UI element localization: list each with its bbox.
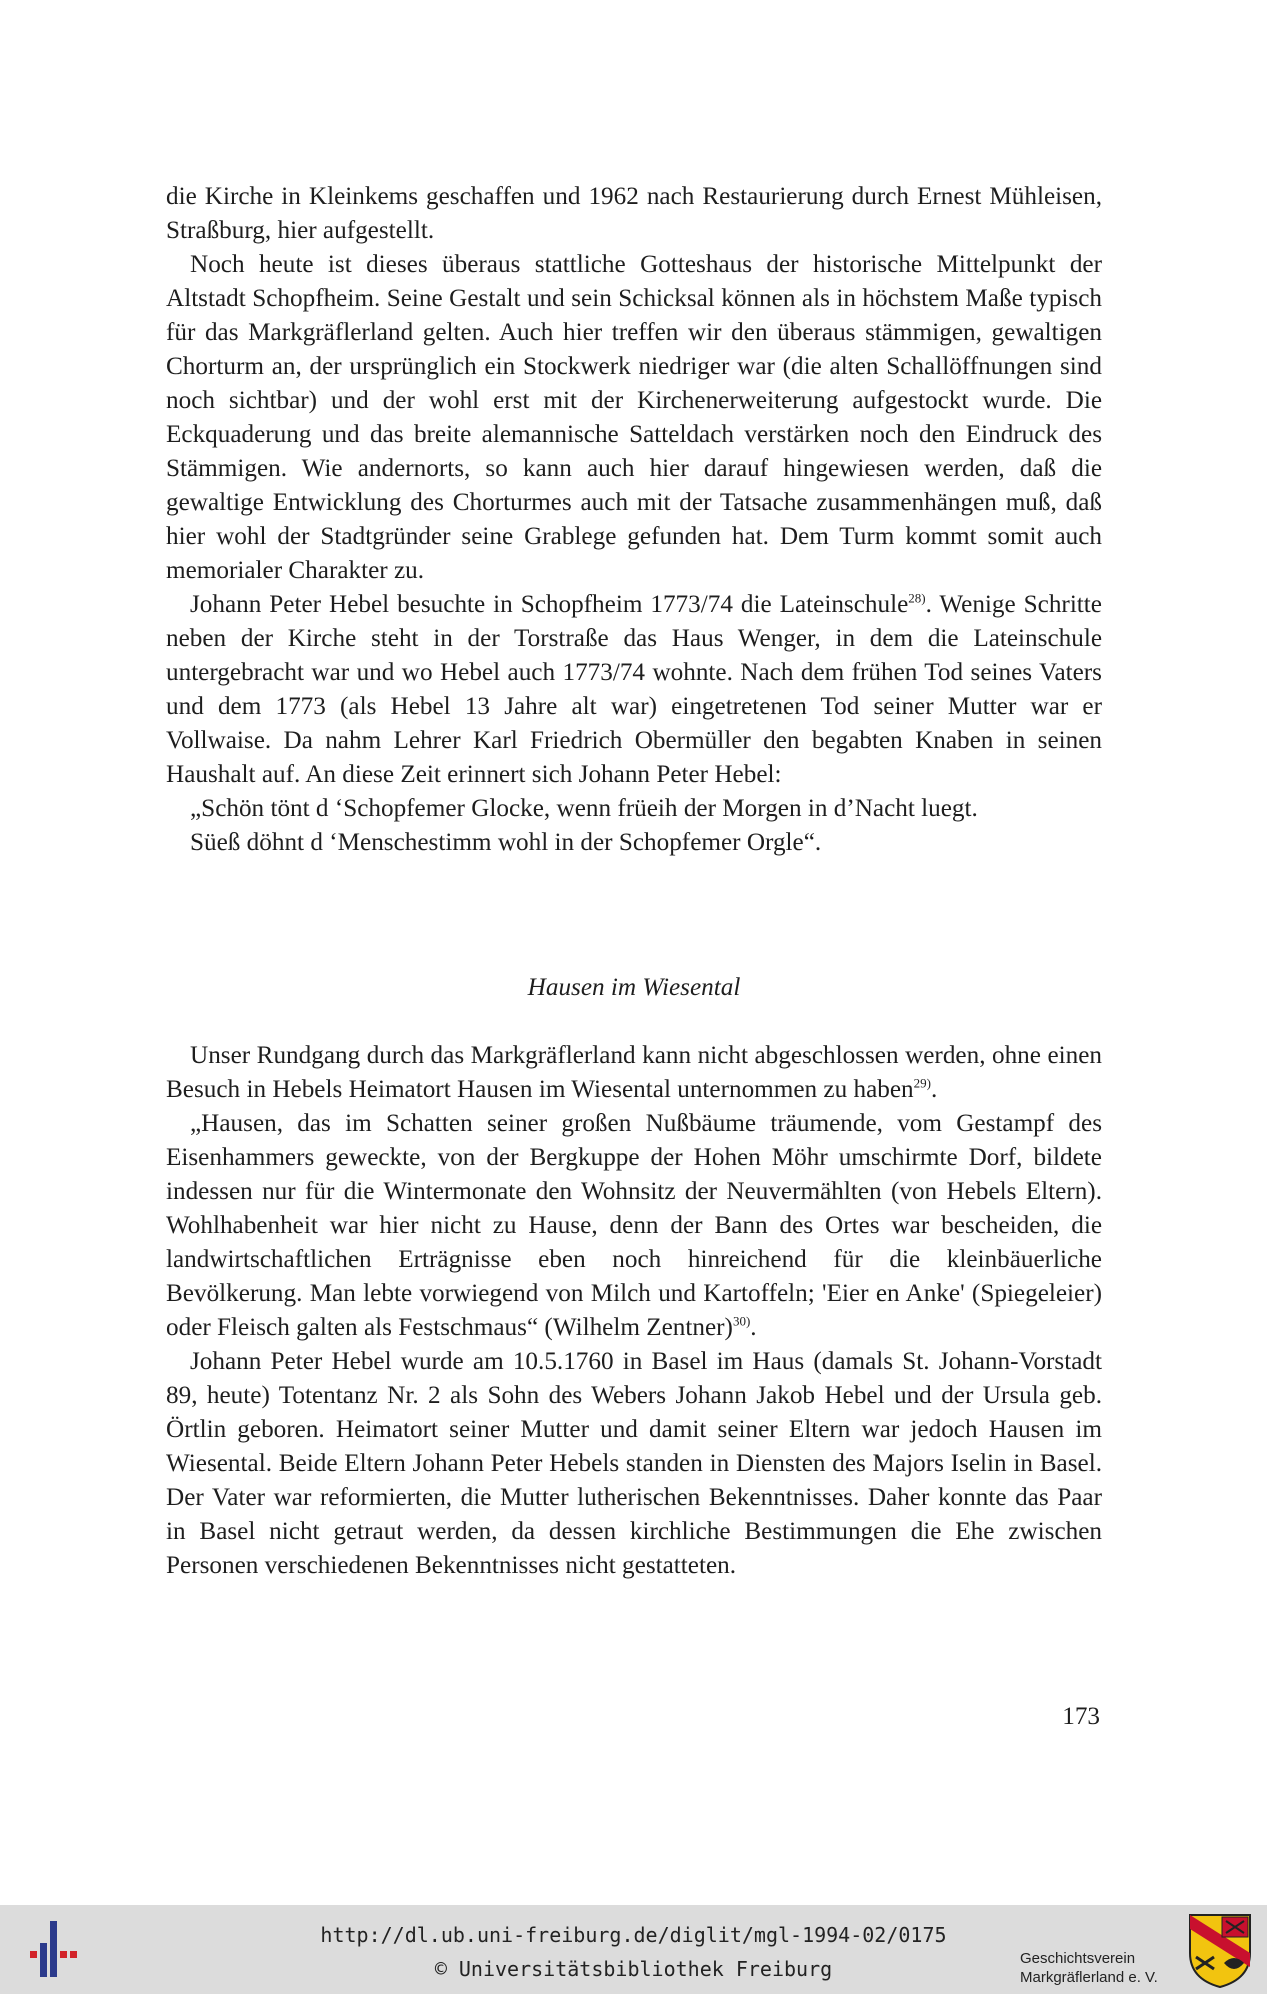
footnote-ref-29[interactable]: 29) [913, 1075, 931, 1091]
quote-line-2: Süeß döhnt d ‘Menschestimm wohl in der Schopfemer Orgle“. [190, 829, 822, 856]
paragraph-1: die Kirche in Kleinkems geschaffen und 1962 nach Restaurierung durch Ernest Mühleisen, Straßburg, hier aufgestellt. [166, 183, 1102, 244]
quote-line-1: „Schön tönt d ‘Schopfemer Glocke, wenn früeih der Morgen in d’Nacht luegt. [190, 795, 978, 822]
footnote-ref-28[interactable]: 28) [908, 590, 926, 606]
footer-copyright: © Universitätsbibliothek Freiburg [434, 1957, 833, 1981]
paragraph-4: Unser Rundgang durch das Markgräflerland kann nicht abgeschlossen werden, ohne einen Besuch in Hebels Heimatort Hausen im Wiesental unternommen zu haben$^{29)}$. [166, 1042, 1102, 1103]
body-text-top [166, 180, 1102, 860]
page-number: 173 [1062, 1703, 1100, 1730]
footnote-ref-30[interactable]: 30) [732, 1313, 751, 1329]
footer-bar [0, 1905, 1267, 1994]
footer-url-link[interactable]: http://dl.ub.uni-freiburg.de/diglit/mgl-1994-02/0175 [320, 1923, 947, 1947]
paragraph-3: Johann Peter Hebel besuchte in Schopfheim 1773/74 die Lateinschule$^{28)}$. Wenige Schritte neben der Kirche steht in der Torstraße das Haus Wenger, in dem die Lateinschule untergebracht war und wo Hebel auch 1773/74 wohnte. Nach dem frühen Tod seines Vaters und dem 1773 (als Hebel 13 Jahre alt war) eingetretenen Tod seiner Mutter war er Vollwaise. Da nahm Lehrer Karl Friedrich Obermüller den begabten Knaben in seinen Haushalt auf. An diese Zeit erinnert sich Johann Peter Hebel: [166, 590, 1102, 788]
poem-quote [166, 792, 1102, 860]
paragraph-6: Johann Peter Hebel wurde am 10.5.1760 in Basel im Haus (damals St. Johann-Vorstadt 89, heute) Totentanz Nr. 2 als Sohn des Webers Johann Jakob Hebel und der Ursula geb. Örtlin geboren. Heimatort seiner Mutter und damit seiner Eltern war jedoch Hausen im Wiesental. Beide Eltern Johann Peter Hebels standen in Diensten des Majors Iselin in Basel. Der Vater war reformierten, die Mutter lutherischen Bekenntnisses. Daher konnte das Paar in Basel nicht getraut werden, da dessen kirchliche Bestimmungen die Ehe zwischen Personen verschiedenen Bekenntnisses nicht gestatteten. [166, 1348, 1102, 1579]
paragraph-2: Noch heute ist dieses überaus stattliche Gotteshaus der historische Mittelpunkt der Altstadt Schopfheim. Seine Gestalt und sein Schicksal können als in höchstem Maße typisch für das Markgräflerland gelten. Auch hier treffen wir den überaus stämmigen, gewaltigen Chorturm an, der ursprünglich ein Stockwerk niedriger war (die alten Schallöffnungen sind noch sichtbar) und der wohl erst mit der Kirchenerweiterung aufgestockt wurde. Die Eckquaderung und das breite alemannische Satteldach verstärken noch den Eindruck des Stämmigen. Wie andernorts, so kann auch hier darauf hingewiesen werden, daß die gewaltige Entwicklung des Chorturmes auch mit der Tatsache zusammenhängen muß, daß hier wohl der Stadtgründer seine Grablege gefunden hat. Dem Turm kommt somit auch memorialer Charakter zu. [166, 251, 1102, 584]
section-heading: Hausen im Wiesental [527, 974, 741, 1001]
society-line-1: Geschichtsverein [1020, 1950, 1136, 1967]
coat-of-arms-icon [1188, 1913, 1252, 1989]
society-name [1020, 1949, 1180, 1987]
paragraph-5: „Hausen, das im Schatten seiner großen Nußbäume träumende, vom Gestampf des Eisenhammers geweckte, von der Bergkuppe der Hohen Möhr umschirmte Dorf, bildete indessen nur für die Wintermonate den Wohnsitz der Neuvermählten (von Hebels Eltern). Wohlhabenheit war hier nicht zu Hause, denn der Bann des Ortes war bescheiden, die landwirtschaftlichen Erträgnisse eben noch hinreichend für die kleinbäuerliche Bevölkerung. Man lebte vorwiegend von Milch und Kartoffeln; 'Eier en Anke' (Spiegeleier) oder Fleisch galten als Festschmaus“ (Wilhelm Zentner)$^{30)}$. [166, 1110, 1102, 1341]
body-text-bottom [166, 1039, 1102, 1583]
society-line-2: Markgräflerland e. V. [1020, 1969, 1158, 1986]
